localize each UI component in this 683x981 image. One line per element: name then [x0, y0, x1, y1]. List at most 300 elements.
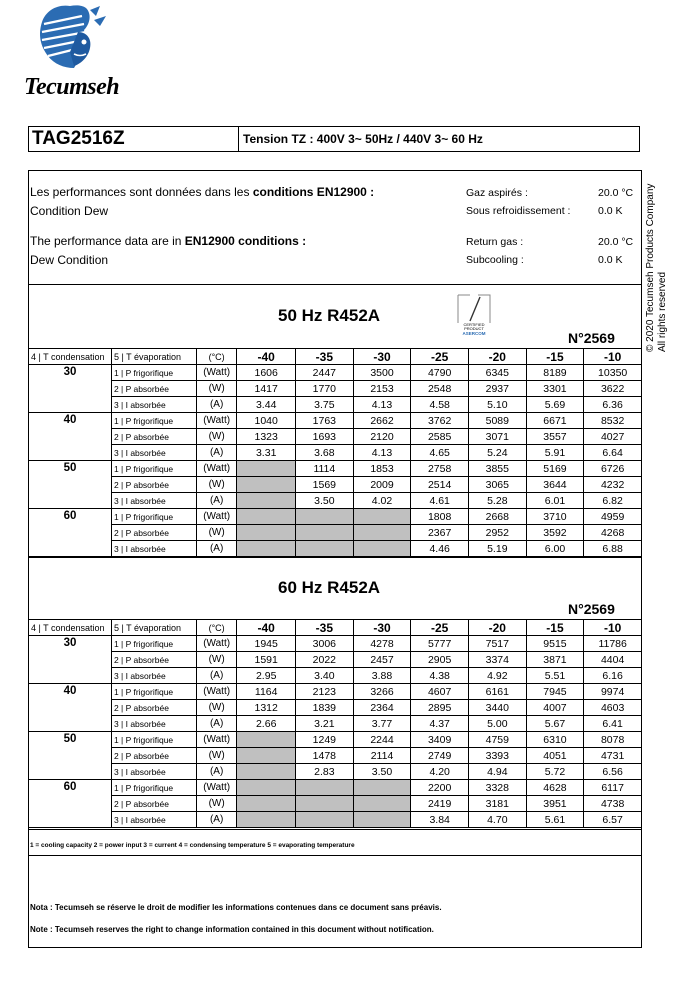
- header-te: -20: [468, 620, 526, 636]
- row-unit: (W): [196, 700, 236, 716]
- header-te: -15: [526, 349, 584, 365]
- model-header: [28, 126, 640, 152]
- row-label: 3 | I absorbée: [111, 716, 196, 732]
- value-cell: 6310: [526, 732, 584, 748]
- value-cell: 3.88: [353, 668, 411, 684]
- table-header-row: [29, 349, 642, 365]
- row-unit: (Watt): [196, 509, 236, 525]
- copyright-line-2: All rights reserved: [657, 271, 668, 352]
- tension-label: Tension TZ : 400V 3~ 50Hz / 440V 3~ 60 Hz: [243, 132, 483, 146]
- row-unit: (A): [196, 716, 236, 732]
- value-cell: 3181: [468, 796, 526, 812]
- empty-cell: [237, 748, 296, 764]
- value-cell: 4.61: [411, 493, 469, 509]
- value-cell: 6.41: [584, 716, 642, 732]
- value-cell: 10350: [584, 365, 642, 381]
- condensing-temp: 30: [29, 365, 112, 413]
- row-label: 2 | P absorbée: [111, 748, 196, 764]
- value-cell: 3071: [468, 429, 526, 445]
- value-cell: 3644: [526, 477, 584, 493]
- empty-cell: [237, 732, 296, 748]
- value-cell: 1312: [237, 700, 296, 716]
- empty-cell: [296, 525, 354, 541]
- value-cell: 3301: [526, 381, 584, 397]
- value-cell: 2009: [353, 477, 411, 493]
- value-cell: 1606: [237, 365, 296, 381]
- value-cell: 5169: [526, 461, 584, 477]
- row-unit: (A): [196, 668, 236, 684]
- value-cell: 4731: [584, 748, 642, 764]
- value-cell: 4007: [526, 700, 584, 716]
- value-cell: 3.44: [237, 397, 296, 413]
- table-row: [29, 668, 642, 684]
- value-cell: 8532: [584, 413, 642, 429]
- value-cell: 1164: [237, 684, 296, 700]
- value-cell: 5.72: [526, 764, 584, 780]
- table-row: [29, 812, 642, 828]
- param-value: 20.0 °C: [598, 236, 634, 248]
- value-cell: 3006: [296, 636, 354, 652]
- value-cell: 2758: [411, 461, 469, 477]
- header-te: -35: [296, 620, 354, 636]
- header-te: -30: [353, 620, 411, 636]
- row-label: 2 | P absorbée: [111, 525, 196, 541]
- value-cell: 8078: [584, 732, 642, 748]
- row-label: 1 | P frigorifique: [111, 684, 196, 700]
- value-cell: 2123: [296, 684, 354, 700]
- row-unit: (A): [196, 493, 236, 509]
- value-cell: 1763: [296, 413, 354, 429]
- row-label: 1 | P frigorifique: [111, 413, 196, 429]
- value-cell: 11786: [584, 636, 642, 652]
- value-cell: 4790: [411, 365, 469, 381]
- value-cell: 4628: [526, 780, 584, 796]
- table-row: [29, 509, 642, 525]
- row-unit: (A): [196, 397, 236, 413]
- value-cell: 5.61: [526, 812, 584, 828]
- row-unit: (A): [196, 764, 236, 780]
- row-label: 2 | P absorbée: [111, 796, 196, 812]
- value-cell: 6671: [526, 413, 584, 429]
- value-cell: 4.70: [468, 812, 526, 828]
- row-label: 1 | P frigorifique: [111, 780, 196, 796]
- table-row: [29, 764, 642, 780]
- row-unit: (W): [196, 796, 236, 812]
- value-cell: 4268: [584, 525, 642, 541]
- empty-cell: [353, 525, 411, 541]
- header-te: -40: [237, 620, 296, 636]
- value-cell: 5.28: [468, 493, 526, 509]
- empty-cell: [237, 461, 296, 477]
- value-cell: 3328: [468, 780, 526, 796]
- value-cell: 2.95: [237, 668, 296, 684]
- value-cell: 3.50: [353, 764, 411, 780]
- condition-dew-en: Dew Condition: [30, 253, 109, 267]
- value-cell: 6.64: [584, 445, 642, 461]
- header-condensation: 4 | T condensation: [29, 349, 112, 365]
- header-unit: (°C): [196, 620, 236, 636]
- value-cell: 3.31: [237, 445, 296, 461]
- condensing-temp: 60: [29, 509, 112, 557]
- table-row: [29, 525, 642, 541]
- value-cell: 3557: [526, 429, 584, 445]
- value-cell: 4.46: [411, 541, 469, 557]
- table-row: [29, 716, 642, 732]
- value-cell: 8189: [526, 365, 584, 381]
- header-te: -30: [353, 349, 411, 365]
- row-unit: (Watt): [196, 413, 236, 429]
- value-cell: 4.02: [353, 493, 411, 509]
- value-cell: 9515: [526, 636, 584, 652]
- empty-cell: [237, 796, 296, 812]
- condensing-temp: 60: [29, 780, 112, 828]
- value-cell: 2514: [411, 477, 469, 493]
- value-cell: 3762: [411, 413, 469, 429]
- row-unit: (Watt): [196, 780, 236, 796]
- table-row: [29, 796, 642, 812]
- value-cell: 4404: [584, 652, 642, 668]
- param-value: 20.0 °C: [598, 187, 634, 199]
- value-cell: 6.16: [584, 668, 642, 684]
- row-label: 2 | P absorbée: [111, 429, 196, 445]
- value-cell: 4.38: [411, 668, 469, 684]
- param-label: Sous refroidissement :: [466, 205, 571, 217]
- value-cell: 2364: [353, 700, 411, 716]
- table-row: [29, 780, 642, 796]
- cert-line-1: CERTIFIED: [463, 322, 485, 327]
- value-cell: 4.37: [411, 716, 469, 732]
- empty-cell: [353, 812, 411, 828]
- header-te: -25: [411, 349, 469, 365]
- value-cell: 2367: [411, 525, 469, 541]
- value-cell: 6.88: [584, 541, 642, 557]
- value-cell: 5089: [468, 413, 526, 429]
- value-cell: 4.13: [353, 397, 411, 413]
- header-te: -35: [296, 349, 354, 365]
- value-cell: 2937: [468, 381, 526, 397]
- header-te: -25: [411, 620, 469, 636]
- value-cell: 5.67: [526, 716, 584, 732]
- value-cell: 3500: [353, 365, 411, 381]
- nota-fr: Nota : Tecumseh se réserve le droit de modifier les informations contenues dans ce document sans préavis.: [30, 903, 442, 912]
- value-cell: 6.56: [584, 764, 642, 780]
- table-row: [29, 541, 642, 557]
- value-cell: 2952: [468, 525, 526, 541]
- row-label: 1 | P frigorifique: [111, 732, 196, 748]
- value-cell: 2244: [353, 732, 411, 748]
- value-cell: 2548: [411, 381, 469, 397]
- legend: 1 = cooling capacity 2 = power input 3 = current 4 = condensing temperature 5 = evaporating temperature: [30, 842, 355, 849]
- row-unit: (W): [196, 381, 236, 397]
- value-cell: 2114: [353, 748, 411, 764]
- value-cell: 5.00: [468, 716, 526, 732]
- value-cell: 6117: [584, 780, 642, 796]
- value-cell: 1591: [237, 652, 296, 668]
- value-cell: 3951: [526, 796, 584, 812]
- header-unit: (°C): [196, 349, 236, 365]
- cert-line-3: ASERCOM: [462, 331, 486, 336]
- table-row: [29, 365, 642, 381]
- value-cell: 7945: [526, 684, 584, 700]
- value-cell: 1323: [237, 429, 296, 445]
- value-cell: 1040: [237, 413, 296, 429]
- row-label: 3 | I absorbée: [111, 445, 196, 461]
- row-label: 3 | I absorbée: [111, 397, 196, 413]
- value-cell: 4603: [584, 700, 642, 716]
- header-evaporation: 5 | T évaporation: [111, 349, 196, 365]
- value-cell: 6.01: [526, 493, 584, 509]
- empty-cell: [353, 780, 411, 796]
- performance-table-50hz: [28, 348, 642, 557]
- copyright-line-1: © 2020 Tecumseh Products Company: [645, 183, 656, 352]
- value-cell: 4051: [526, 748, 584, 764]
- row-label: 3 | I absorbée: [111, 541, 196, 557]
- value-cell: 6345: [468, 365, 526, 381]
- value-cell: 1249: [296, 732, 354, 748]
- row-label: 3 | I absorbée: [111, 493, 196, 509]
- table-row: [29, 636, 642, 652]
- condensing-temp: 50: [29, 461, 112, 509]
- value-cell: 6.00: [526, 541, 584, 557]
- empty-cell: [237, 541, 296, 557]
- value-cell: 5.24: [468, 445, 526, 461]
- empty-cell: [353, 541, 411, 557]
- table-row: [29, 477, 642, 493]
- row-unit: (Watt): [196, 684, 236, 700]
- value-cell: 4278: [353, 636, 411, 652]
- value-cell: 2585: [411, 429, 469, 445]
- empty-cell: [296, 780, 354, 796]
- table-row: [29, 748, 642, 764]
- value-cell: 3855: [468, 461, 526, 477]
- value-cell: 5.19: [468, 541, 526, 557]
- value-cell: 1808: [411, 509, 469, 525]
- row-unit: (W): [196, 477, 236, 493]
- model-name: TAG2516Z: [29, 127, 239, 151]
- empty-cell: [296, 796, 354, 812]
- header-te: -40: [237, 349, 296, 365]
- table-row: [29, 413, 642, 429]
- table-row: [29, 397, 642, 413]
- asercom-certified-icon: [456, 293, 492, 337]
- value-cell: 1770: [296, 381, 354, 397]
- value-cell: 3.50: [296, 493, 354, 509]
- value-cell: 4.13: [353, 445, 411, 461]
- value-cell: 6726: [584, 461, 642, 477]
- empty-cell: [237, 493, 296, 509]
- empty-cell: [237, 477, 296, 493]
- section-number-60hz: N°2569: [568, 601, 615, 617]
- header-condensation: 4 | T condensation: [29, 620, 112, 636]
- value-cell: 1114: [296, 461, 354, 477]
- value-cell: 1945: [237, 636, 296, 652]
- condensing-temp: 30: [29, 636, 112, 684]
- value-cell: 4959: [584, 509, 642, 525]
- row-unit: (W): [196, 748, 236, 764]
- conditions-fr: Les performances sont données dans les conditions EN12900 :: [30, 185, 375, 199]
- row-label: 2 | P absorbée: [111, 652, 196, 668]
- value-cell: 4607: [411, 684, 469, 700]
- value-cell: 4.92: [468, 668, 526, 684]
- value-cell: 2022: [296, 652, 354, 668]
- row-label: 1 | P frigorifique: [111, 365, 196, 381]
- table-row: [29, 652, 642, 668]
- value-cell: 1839: [296, 700, 354, 716]
- row-unit: (A): [196, 445, 236, 461]
- empty-cell: [353, 796, 411, 812]
- value-cell: 2895: [411, 700, 469, 716]
- header-te: -15: [526, 620, 584, 636]
- row-label: 1 | P frigorifique: [111, 509, 196, 525]
- value-cell: 5777: [411, 636, 469, 652]
- header-te: -20: [468, 349, 526, 365]
- empty-cell: [237, 509, 296, 525]
- row-unit: (A): [196, 541, 236, 557]
- value-cell: 2905: [411, 652, 469, 668]
- section-title-50hz: 50 Hz R452A: [278, 306, 381, 325]
- value-cell: 3065: [468, 477, 526, 493]
- condensing-temp: 40: [29, 684, 112, 732]
- cert-line-2: PRODUCT: [464, 326, 484, 331]
- value-cell: 3409: [411, 732, 469, 748]
- header-te: -10: [584, 620, 642, 636]
- performance-table-60hz: [28, 619, 642, 828]
- row-unit: (W): [196, 429, 236, 445]
- table-row: [29, 700, 642, 716]
- row-label: 1 | P frigorifique: [111, 636, 196, 652]
- value-cell: 4738: [584, 796, 642, 812]
- row-label: 3 | I absorbée: [111, 812, 196, 828]
- value-cell: 2457: [353, 652, 411, 668]
- value-cell: 2668: [468, 509, 526, 525]
- value-cell: 9974: [584, 684, 642, 700]
- param-label: Gaz aspirés :: [466, 187, 528, 199]
- empty-cell: [296, 509, 354, 525]
- row-unit: (A): [196, 812, 236, 828]
- conditions-en: The performance data are in EN12900 conditions :: [30, 234, 307, 248]
- performance-sheet: [28, 170, 642, 948]
- value-cell: 4.94: [468, 764, 526, 780]
- value-cell: 3.84: [411, 812, 469, 828]
- value-cell: 2120: [353, 429, 411, 445]
- value-cell: 2419: [411, 796, 469, 812]
- table-row: [29, 732, 642, 748]
- row-label: 3 | I absorbée: [111, 668, 196, 684]
- row-unit: (W): [196, 525, 236, 541]
- value-cell: 5.69: [526, 397, 584, 413]
- value-cell: 4759: [468, 732, 526, 748]
- row-label: 2 | P absorbée: [111, 477, 196, 493]
- condition-dew-fr: Condition Dew: [30, 204, 109, 218]
- value-cell: 6.82: [584, 493, 642, 509]
- param-value: 0.0 K: [598, 254, 623, 266]
- value-cell: 1417: [237, 381, 296, 397]
- value-cell: 1569: [296, 477, 354, 493]
- table-header-row: [29, 620, 642, 636]
- value-cell: 3.77: [353, 716, 411, 732]
- value-cell: 2.83: [296, 764, 354, 780]
- empty-cell: [237, 780, 296, 796]
- value-cell: 2447: [296, 365, 354, 381]
- condensing-temp: 40: [29, 413, 112, 461]
- value-cell: 2153: [353, 381, 411, 397]
- section-title-60hz: 60 Hz R452A: [278, 578, 381, 597]
- condensing-temp: 50: [29, 732, 112, 780]
- row-label: 3 | I absorbée: [111, 764, 196, 780]
- value-cell: 2749: [411, 748, 469, 764]
- value-cell: 6161: [468, 684, 526, 700]
- value-cell: 3.40: [296, 668, 354, 684]
- nota-en: Note : Tecumseh reserves the right to change information contained in this document without notification.: [30, 925, 434, 934]
- brand-wordmark: Tecumseh: [24, 74, 120, 100]
- empty-cell: [237, 764, 296, 780]
- row-unit: (Watt): [196, 636, 236, 652]
- section-number-50hz: N°2569: [568, 330, 615, 346]
- empty-cell: [296, 812, 354, 828]
- value-cell: 4.58: [411, 397, 469, 413]
- value-cell: 3622: [584, 381, 642, 397]
- value-cell: 1693: [296, 429, 354, 445]
- value-cell: 3871: [526, 652, 584, 668]
- value-cell: 4027: [584, 429, 642, 445]
- empty-cell: [353, 509, 411, 525]
- row-unit: (Watt): [196, 461, 236, 477]
- table-row: [29, 684, 642, 700]
- header-te: -10: [584, 349, 642, 365]
- table-row: [29, 381, 642, 397]
- value-cell: 3266: [353, 684, 411, 700]
- row-label: 2 | P absorbée: [111, 381, 196, 397]
- value-cell: 3.75: [296, 397, 354, 413]
- value-cell: 1853: [353, 461, 411, 477]
- value-cell: 2.66: [237, 716, 296, 732]
- value-cell: 3440: [468, 700, 526, 716]
- value-cell: 2200: [411, 780, 469, 796]
- table-row: [29, 461, 642, 477]
- tecumseh-logo-icon: [30, 2, 112, 72]
- value-cell: 3710: [526, 509, 584, 525]
- value-cell: 3393: [468, 748, 526, 764]
- value-cell: 4.65: [411, 445, 469, 461]
- table-row: [29, 429, 642, 445]
- param-label: Return gas :: [466, 236, 524, 248]
- param-value: 0.0 K: [598, 205, 623, 217]
- value-cell: 4.20: [411, 764, 469, 780]
- value-cell: 2662: [353, 413, 411, 429]
- value-cell: 4232: [584, 477, 642, 493]
- value-cell: 5.51: [526, 668, 584, 684]
- value-cell: 3.21: [296, 716, 354, 732]
- value-cell: 6.57: [584, 812, 642, 828]
- row-unit: (Watt): [196, 732, 236, 748]
- empty-cell: [296, 541, 354, 557]
- value-cell: 5.91: [526, 445, 584, 461]
- value-cell: 6.36: [584, 397, 642, 413]
- table-row: [29, 493, 642, 509]
- value-cell: 3.68: [296, 445, 354, 461]
- row-label: 2 | P absorbée: [111, 700, 196, 716]
- empty-cell: [237, 525, 296, 541]
- row-label: 1 | P frigorifique: [111, 461, 196, 477]
- value-cell: 1478: [296, 748, 354, 764]
- value-cell: 7517: [468, 636, 526, 652]
- row-unit: (W): [196, 652, 236, 668]
- param-label: Subcooling :: [466, 254, 524, 266]
- header-evaporation: 5 | T évaporation: [111, 620, 196, 636]
- empty-cell: [237, 812, 296, 828]
- value-cell: 3592: [526, 525, 584, 541]
- table-row: [29, 445, 642, 461]
